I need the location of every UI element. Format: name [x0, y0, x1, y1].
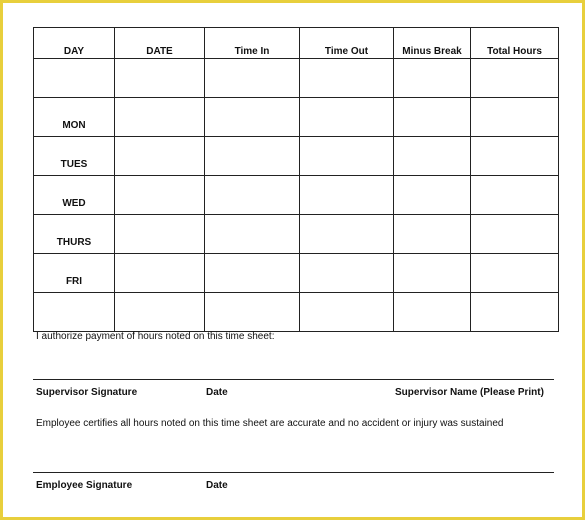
header-date: DATE	[115, 28, 205, 59]
time-in-cell[interactable]	[205, 98, 300, 137]
minus-break-cell[interactable]	[394, 254, 471, 293]
minus-break-cell[interactable]	[394, 215, 471, 254]
header-minus-break: Minus Break	[394, 28, 471, 59]
header-time-in: Time In	[205, 28, 300, 59]
supervisor-date-label: Date	[206, 387, 228, 398]
time-in-cell[interactable]	[205, 59, 300, 98]
day-cell: TUES	[34, 137, 115, 176]
time-in-cell[interactable]	[205, 254, 300, 293]
table-row	[34, 59, 559, 98]
table-row	[34, 293, 559, 332]
supervisor-signature-line[interactable]	[33, 379, 554, 380]
date-cell[interactable]	[115, 137, 205, 176]
time-out-cell[interactable]	[300, 254, 394, 293]
total-hours-cell[interactable]	[471, 137, 559, 176]
employee-date-label: Date	[206, 480, 228, 491]
day-cell: MON	[34, 98, 115, 137]
total-hours-cell[interactable]	[471, 59, 559, 98]
time-out-cell[interactable]	[300, 176, 394, 215]
total-hours-cell[interactable]	[471, 176, 559, 215]
table-row	[34, 98, 559, 137]
total-hours-cell[interactable]	[471, 293, 559, 332]
date-cell[interactable]	[115, 98, 205, 137]
supervisor-name-label: Supervisor Name (Please Print)	[395, 387, 544, 398]
employee-signature-label: Employee Signature	[36, 480, 133, 491]
time-out-cell[interactable]	[300, 215, 394, 254]
time-out-cell[interactable]	[300, 137, 394, 176]
time-out-cell[interactable]	[300, 293, 394, 332]
total-hours-cell[interactable]	[471, 254, 559, 293]
time-in-cell[interactable]	[205, 137, 300, 176]
table-row	[34, 137, 559, 176]
time-in-cell[interactable]	[205, 293, 300, 332]
date-cell[interactable]	[115, 293, 205, 332]
table-row	[34, 215, 559, 254]
authorization-statement: I authorize payment of hours noted on this time sheet:	[36, 331, 275, 342]
date-cell[interactable]	[115, 215, 205, 254]
timesheet-table	[33, 27, 559, 332]
minus-break-cell[interactable]	[394, 137, 471, 176]
day-cell: FRI	[34, 254, 115, 293]
time-in-cell[interactable]	[205, 215, 300, 254]
minus-break-cell[interactable]	[394, 293, 471, 332]
table-row	[34, 176, 559, 215]
day-cell: THURS	[34, 215, 115, 254]
time-out-cell[interactable]	[300, 98, 394, 137]
time-in-cell[interactable]	[205, 176, 300, 215]
time-out-cell[interactable]	[300, 59, 394, 98]
day-cell: WED	[34, 176, 115, 215]
minus-break-cell[interactable]	[394, 59, 471, 98]
date-cell[interactable]	[115, 254, 205, 293]
supervisor-signature-label: Supervisor Signature	[36, 387, 138, 398]
employee-signature-line[interactable]	[33, 472, 554, 473]
table-header-row	[34, 28, 559, 59]
table-row	[34, 254, 559, 293]
minus-break-cell[interactable]	[394, 176, 471, 215]
total-hours-cell[interactable]	[471, 98, 559, 137]
header-total-hours: Total Hours	[471, 28, 559, 59]
date-cell[interactable]	[115, 176, 205, 215]
date-cell[interactable]	[115, 59, 205, 98]
header-day: DAY	[34, 28, 115, 59]
day-cell	[34, 293, 115, 332]
minus-break-cell[interactable]	[394, 98, 471, 137]
header-time-out: Time Out	[300, 28, 394, 59]
employee-certification-statement: Employee certifies all hours noted on this time sheet are accurate and no accident or injury was sustained	[36, 418, 504, 429]
day-cell	[34, 59, 115, 98]
total-hours-cell[interactable]	[471, 215, 559, 254]
